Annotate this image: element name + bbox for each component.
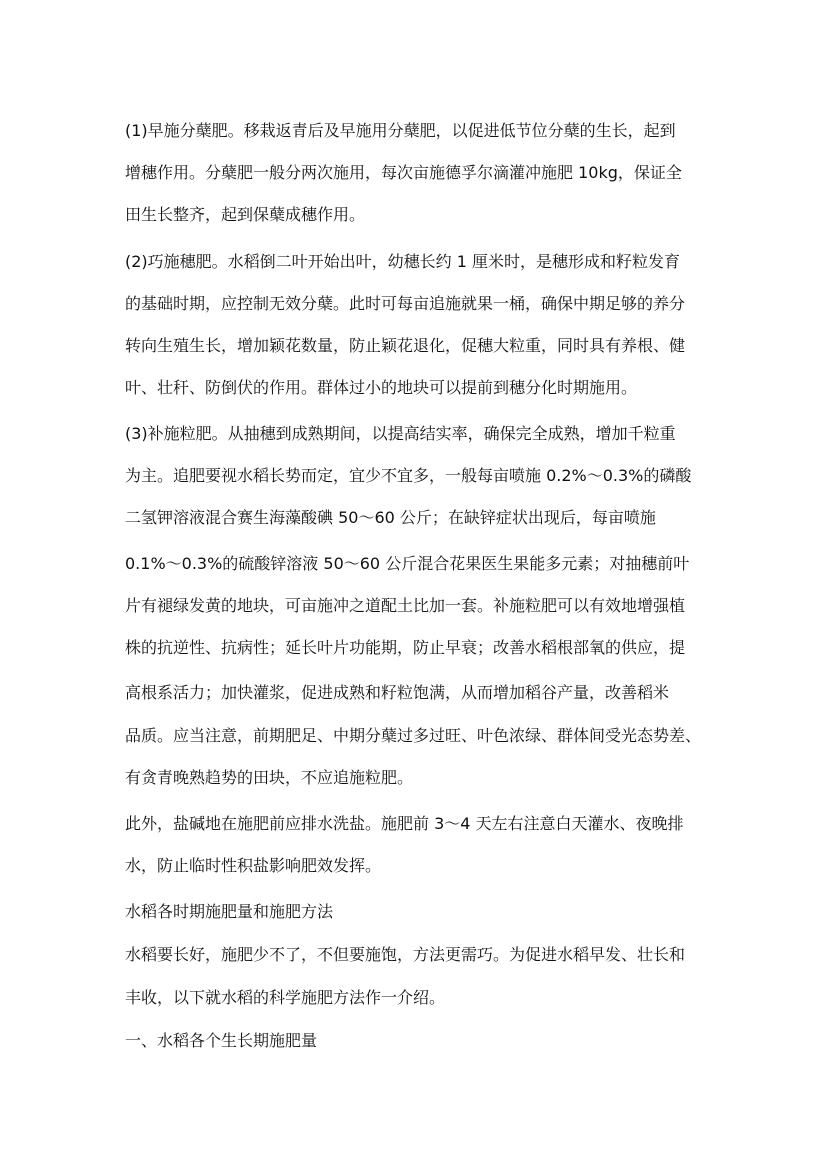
text-line: 此外，盐碱地在施肥前应排水洗盐。施肥前 3～4 天左右注意白天灌水、夜晚排 bbox=[125, 814, 684, 833]
text-line: 叶、壮秆、防倒伏的作用。群体过小的地块可以提前到穗分化时期施用。 bbox=[125, 378, 638, 397]
text-line: 田生长整齐，起到保蘖成穗作用。 bbox=[125, 205, 366, 224]
text-line: (2)巧施穗肥。水稻倒二叶开始出叶，幼穗长约 1 厘米时，是穗形成和籽粒发育 bbox=[125, 252, 681, 271]
text-line: 水，防止临时性积盐影响肥效发挥。 bbox=[125, 856, 382, 875]
text-line: 为主。追肥要视水稻长势而定，宜少不宜多，一般每亩喷施 0.2%～0.3%的磷酸 bbox=[125, 466, 692, 485]
section-heading: 水稻各时期施肥量和施肥方法 bbox=[125, 902, 334, 921]
text-line: 丰收，以下就水稻的科学施肥方法作一介绍。 bbox=[125, 988, 446, 1007]
text-line: 水稻要长好，施肥少不了，不但要施饱，方法更需巧。为促进水稻早发、壮长和 bbox=[125, 945, 686, 964]
text-line: (3)补施粒肥。从抽穗到成熟期间，以提高结实率，确保完全成熟，增加千粒重 bbox=[125, 424, 676, 443]
text-line: 株的抗逆性、抗病性；延长叶片功能期，防止早衰；改善水稻根部氧的供应，提 bbox=[125, 638, 686, 657]
text-line: 有贪青晚熟趋势的田块，不应追施粒肥。 bbox=[125, 768, 414, 787]
text-line: 转向生殖生长，增加颖花数量，防止颖花退化，促穗大粒重，同时具有养根、健 bbox=[125, 336, 686, 355]
text-line: 的基础时期，应控制无效分蘖。此时可每亩追施就果一桶，确保中期足够的养分 bbox=[125, 294, 686, 313]
text-line: 增穗作用。分蘖肥一般分两次施用，每次亩施德孚尔滴灌冲施肥 10kg，保证全 bbox=[125, 163, 682, 182]
text-line: 品质。应当注意，前期肥足、中期分蘖过多过旺、叶色浓绿、群体间受光态势差、 bbox=[125, 726, 702, 745]
text-line: (1)早施分蘖肥。移栽返青后及早施用分蘖肥，以促进低节位分蘖的生长，起到 bbox=[125, 121, 676, 140]
text-line: 高根系活力；加快灌浆，促进成熟和籽粒饱满，从而增加稻谷产量，改善稻米 bbox=[125, 683, 670, 702]
text-line: 二氢钾溶液混合赛生海藻酸碘 50～60 公斤；在缺锌症状出现后，每亩喷施 bbox=[125, 508, 656, 527]
section-title: 一、水稻各个生长期施肥量 bbox=[125, 1031, 318, 1050]
text-line: 0.1%～0.3%的硫酸锌溶液 50～60 公斤混合花果医生果能多元素；对抽穗前叶 bbox=[125, 554, 690, 573]
text-line: 片有褪绿发黄的地块，可亩施冲之道配土比加一套。补施粒肥可以有效地增强植 bbox=[125, 596, 686, 615]
